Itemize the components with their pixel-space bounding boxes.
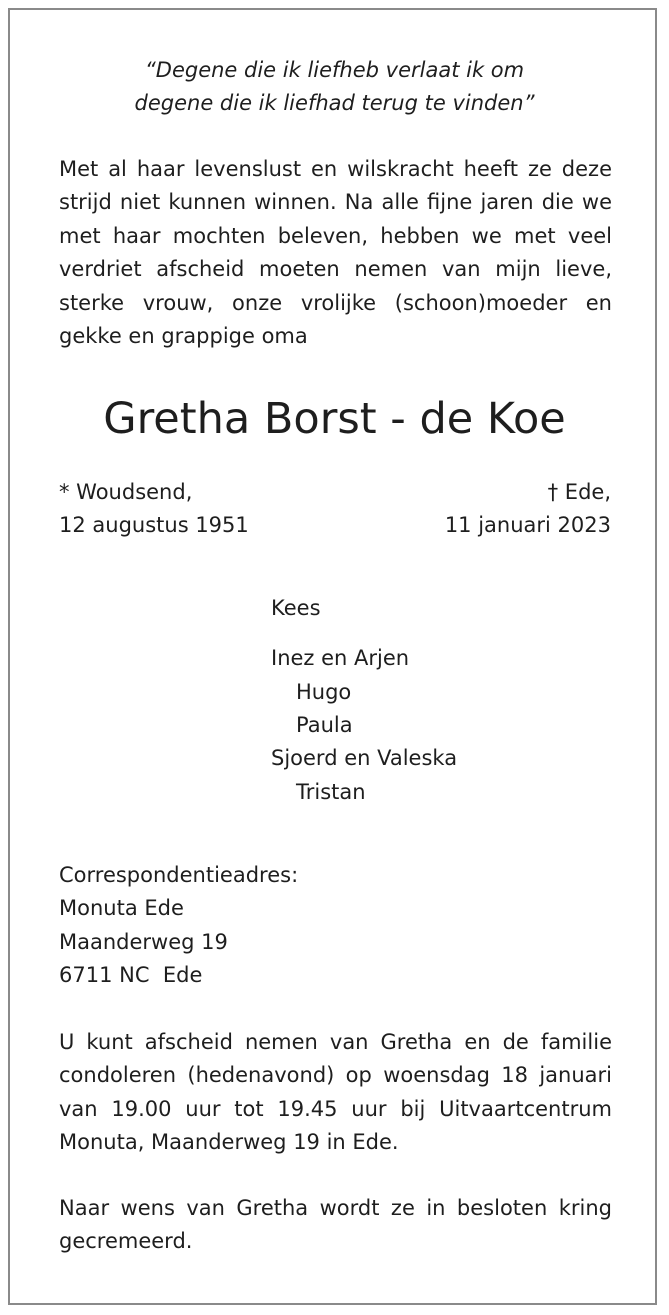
- death-date: 11 januari 2023: [444, 513, 611, 537]
- correspondence-line-1: Monuta Ede: [59, 896, 184, 920]
- family-child-1: Inez en Arjen: [271, 646, 410, 670]
- correspondence-line-3: 6711 NC Ede: [59, 963, 203, 987]
- correspondence-line-2: Maanderweg 19: [59, 930, 228, 954]
- family-grandchild-1: Hugo: [296, 680, 352, 704]
- quote-line-1: “Degene die ik liefheb verlaat ik om: [144, 58, 525, 82]
- correspondence-label: Correspondentieadres:: [59, 863, 299, 887]
- family-spouse: Kees: [271, 596, 321, 620]
- deceased-name: Gretha Borst - de Koe: [103, 394, 566, 444]
- family-grandchild-2: Paula: [296, 713, 353, 737]
- family-grandchild-3: Tristan: [296, 780, 366, 804]
- birth-date: 12 augustus 1951: [59, 513, 249, 537]
- death-place: † Ede,: [547, 480, 611, 504]
- closing-paragraph: Naar wens van Gretha wordt ze in besloten kring gecremeerd.: [59, 1196, 612, 1254]
- family-child-2: Sjoerd en Valeska: [271, 746, 458, 770]
- visitation-paragraph: U kunt afscheid nemen van Gretha en de familie condoleren (hedenavond) op woensdag 18 januari van 19.00 uur tot 19.45 uur bij Uitvaartcentrum Monuta, Maanderweg 19 in Ede.: [59, 1030, 612, 1155]
- quote-line-2: degene die ik liefhad terug te vinden”: [134, 91, 535, 115]
- intro-paragraph: Met al haar levenslust en wilskracht heeft ze deze strijd niet kunnen winnen. Na alle fijne jaren die we met haar mochten beleven, hebben we met veel verdriet afscheid moeten nemen van mijn lieve, sterke vrouw, onze vrolijke (schoon)moeder en gekke en grappige oma: [59, 157, 612, 349]
- birth-place: * Woudsend,: [59, 480, 193, 504]
